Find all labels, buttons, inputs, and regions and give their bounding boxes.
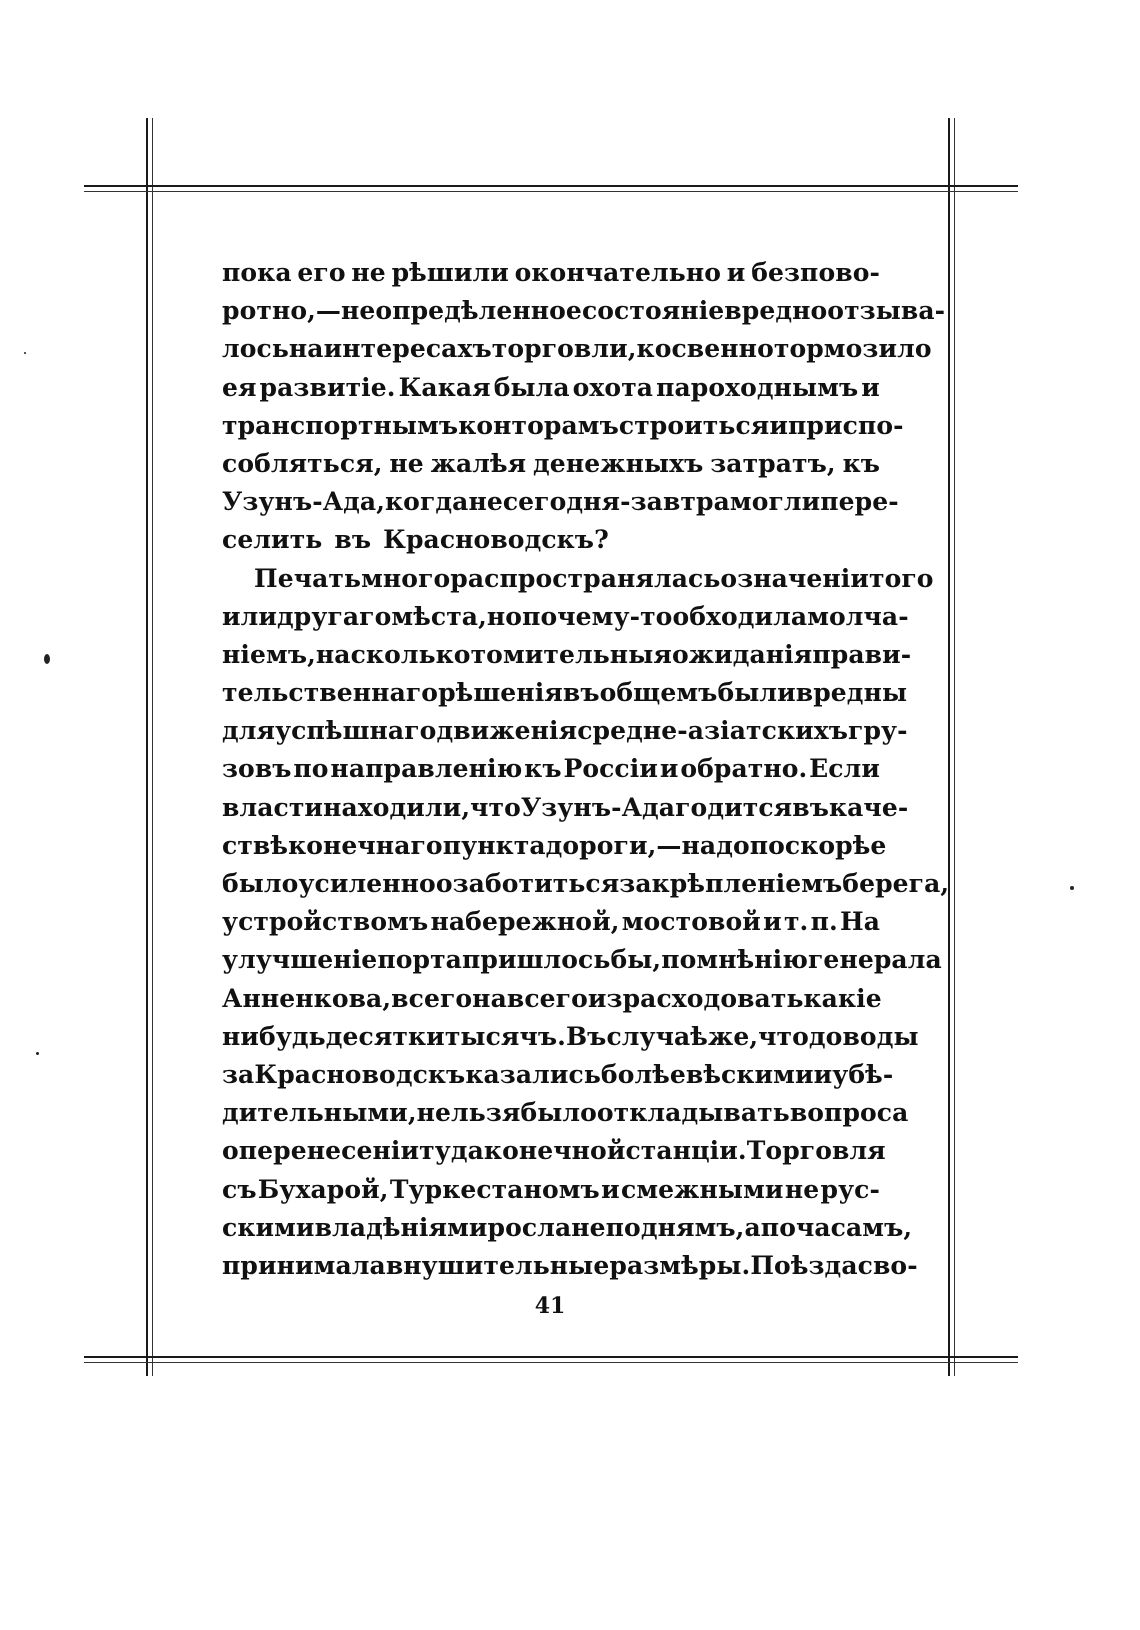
ink-speck xyxy=(1070,886,1074,890)
text-line: за Красноводскъ казались болѣе вѣскими и убѣ- xyxy=(222,1059,894,1089)
text-line: ротно,—неопредѣленное состоянiе вредно отзыва- xyxy=(222,296,946,326)
frame-left-rule-outer xyxy=(146,118,148,1376)
page-number: 41 xyxy=(534,1293,566,1319)
text-line: пока его не рѣшили окончательно и безпово- xyxy=(222,258,880,287)
frame-bottom-rule-outer xyxy=(84,1356,1018,1358)
text-line: или другаго мѣста, но почему-то обходила молча- xyxy=(222,601,909,631)
text-line: тельственнаго рѣшенiя въ общемъ были вредны xyxy=(222,678,908,708)
text-line: ствѣ конечнаго пункта дороги,—надо поскорѣе xyxy=(222,830,887,860)
text-line: Анненкова, всего на всего израсходовать какiе xyxy=(222,983,882,1013)
ink-speck xyxy=(24,352,26,354)
text-line: о перенесенiи туда конечной станцiи. Торговля xyxy=(222,1136,886,1166)
ink-speck xyxy=(44,654,50,664)
text-line: устройствомъ набережной, мостовой и т. п. На xyxy=(222,907,880,937)
text-line: было усиленно озаботиться закрѣпленiемъ берега, xyxy=(222,869,950,898)
text-line: Узунъ-Ада, когда не сегодня-завтра могли пере- xyxy=(222,487,899,517)
body-text xyxy=(222,254,950,1285)
frame-right-rule-outer xyxy=(948,118,950,1376)
text-line: нибудь десятки тысячъ. Въ случаѣ же, что доводы xyxy=(222,1021,919,1051)
text-line: селить въ Красноводскъ? xyxy=(222,525,609,555)
text-line: улучшенiе порта пришлось бы, по мнѣнiю генерала xyxy=(222,945,942,975)
text-line: принимала внушительные размѣры. Поѣзда сво- xyxy=(222,1250,918,1280)
frame-bottom-rule-inner xyxy=(84,1362,1018,1363)
frame-top-rule-outer xyxy=(84,185,1018,187)
text-line: ея развитiе. Какая была охота пароходнымъ и xyxy=(222,372,880,402)
text-line: съ Бухарой, Туркестаномъ и смежными не рус- xyxy=(222,1174,880,1204)
text-line: транспортнымъ конторамъ строиться и приспо- xyxy=(222,410,904,440)
text-line: дительными, нельзя было откладывать вопроса xyxy=(222,1098,909,1128)
frame-left-rule-inner xyxy=(152,118,153,1376)
text-line: нiемъ, насколько томительныя ожиданiя прави- xyxy=(222,639,912,669)
text-line: лось на интересахъ торговли, косвенно тормозило xyxy=(222,334,932,364)
text-line: зовъ по направленiю къ Россiи и обратно. Если xyxy=(222,754,880,784)
ink-speck xyxy=(36,1052,39,1055)
frame-top-rule-inner xyxy=(84,191,1018,192)
text-line: Печать много распространялась о значенiи того xyxy=(254,563,934,593)
text-line: для успѣшнаго движенiя средне-азiатскихъ гру- xyxy=(222,716,908,746)
text-line: скими владѣнiями росла не по днямъ, а по часамъ, xyxy=(222,1212,913,1242)
text-line: власти находили, что Узунъ-Ада годится въ каче- xyxy=(222,792,909,822)
text-line: собляться, не жалѣя денежныхъ затратъ, къ xyxy=(222,448,880,478)
frame-right-rule-inner xyxy=(954,118,955,1376)
